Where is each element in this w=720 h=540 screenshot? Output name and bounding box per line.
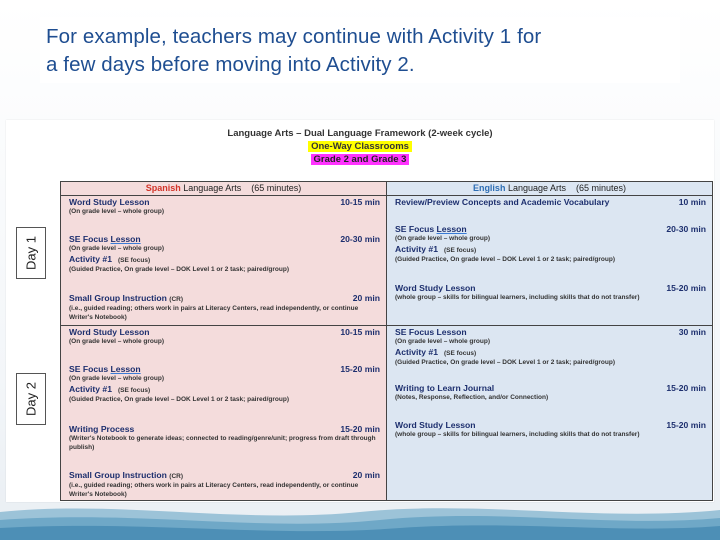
doc-title: Language Arts – Dual Language Framework (2-week cycle) — [227, 128, 493, 139]
day2-label-box — [16, 373, 46, 425]
caption-line-2: a few days before moving into Activity 2. — [46, 53, 415, 76]
doc-subtitle: One-Way Classrooms — [308, 141, 412, 152]
framework-document — [6, 120, 714, 502]
sp-d2-word-study: Word Study Lesson 10-15 min (On grade level – whole group) — [69, 327, 380, 345]
schedule-table — [60, 181, 713, 501]
sp-d1-word-study: Word Study Lesson 10-15 min (On grade level – whole group) — [69, 197, 380, 215]
day-divider-line — [61, 325, 712, 326]
doc-grades: Grade 2 and Grade 3 — [311, 154, 410, 165]
sp-d1-small-group: Small Group Instruction (CR) 20 min (i.e., guided reading; others work in pairs at Literacy Centers, read independently, or continue Writer's Notebook) — [69, 293, 380, 321]
sp-d1-se-focus: SE Focus Lesson 20-30 min (On grade level – whole group) Activity #1 (SE focus) (Guided Practice, On grade level – DOK Level 1 or 2 task; paired/group) — [69, 234, 380, 273]
english-column — [387, 182, 712, 500]
spanish-column-header: Spanish Language Arts (65 minutes) — [61, 182, 386, 196]
en-d2-se-focus: SE Focus Lesson 30 min (On grade level – whole group) Activity #1 (SE focus) (Guided Practice, On grade level – DOK Level 1 or 2 task; paired/group) — [395, 327, 706, 366]
sp-d2-writing-process: Writing Process 15-20 min (Writer's Notebook to generate ideas; connected to reading/genre/unit; progress from draft through publish) — [69, 424, 380, 451]
day1-label-box — [16, 227, 46, 279]
en-d1-se-focus: SE Focus Lesson 20-30 min (On grade level – whole group) Activity #1 (SE focus) (Guided Practice, On grade level – DOK Level 1 or 2 task; paired/group) — [395, 224, 706, 263]
en-d1-review: Review/Preview Concepts and Academic Vocabulary 10 min — [395, 197, 706, 207]
spanish-column — [61, 182, 387, 500]
english-column-header: English Language Arts (65 minutes) — [387, 182, 712, 196]
en-d2-word-study: Word Study Lesson 15-20 min (whole group – skills for bilingual learners, including skills that do not transfer) — [395, 420, 706, 438]
en-d2-writing-journal: Writing to Learn Journal 15-20 min (Notes, Response, Reflection, and/or Connection) — [395, 383, 706, 401]
day1-label: Day 1 — [23, 236, 39, 270]
caption-line-1: For example, teachers may continue with Activity 1 for — [46, 25, 542, 48]
day2-label: Day 2 — [23, 382, 39, 416]
en-d1-word-study: Word Study Lesson 15-20 min (whole group – skills for bilingual learners, including skills that do not transfer) — [395, 283, 706, 301]
sp-d2-small-group: Small Group Instruction (CR) 20 min (i.e., guided reading; others work in pairs at Literacy Centers, read independently, or continue Writer's Notebook) — [69, 470, 380, 498]
caption-box — [40, 17, 680, 83]
sp-d2-se-focus: SE Focus Lesson 15-20 min (On grade level – whole group) Activity #1 (SE focus) (Guided Practice, On grade level – DOK Level 1 or 2 task; paired/group) — [69, 364, 380, 403]
